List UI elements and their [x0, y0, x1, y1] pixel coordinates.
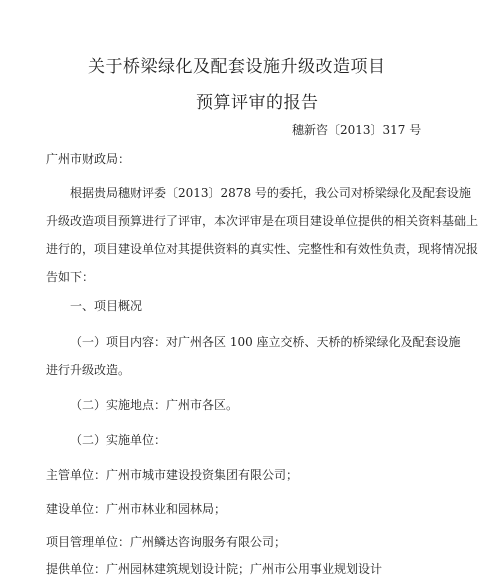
paragraph-line: 升级改造项目预算进行了评审，本次评审是在项目建设单位提供的相关资料基础上	[46, 214, 479, 228]
document-title-line2: 预算评审的报告	[196, 93, 319, 113]
paragraph-line: 告如下：	[46, 270, 95, 284]
document-title-line1: 关于桥梁绿化及配套设施升级改造项目	[88, 57, 386, 77]
document-number: 穗新咨〔2013〕317 号	[292, 123, 422, 137]
unit-line: 项目管理单位：广州鳞达咨询服务有限公司；	[46, 535, 287, 549]
addressee: 广州市财政局：	[46, 152, 131, 166]
section-heading: 一、项目概况	[70, 299, 143, 313]
unit-line-partial: 提供单位：广州园林建筑规划设计院；广州市公用事业规划设计	[46, 562, 383, 576]
list-item: （二）实施地点：广州市各区。	[70, 398, 239, 412]
list-item: （二）实施单位：	[70, 433, 167, 447]
paragraph-line: （一）项目内容：对广州各区 100 座立交桥、天桥的桥梁绿化及配套设施	[70, 335, 461, 349]
paragraph-line: 进行升级改造。	[46, 363, 131, 377]
paragraph-line: 进行的，项目建设单位对其提供资料的真实性、完整性和有效性负责，现将情况报	[46, 242, 479, 256]
unit-line: 建设单位：广州市林业和园林局；	[46, 502, 227, 516]
paragraph-line: 根据贵局穗财评委〔2013〕2878 号的委托，我公司对桥梁绿化及配套设施	[70, 186, 471, 200]
unit-line: 主管单位：广州市城市建设投资集团有限公司；	[46, 468, 299, 482]
